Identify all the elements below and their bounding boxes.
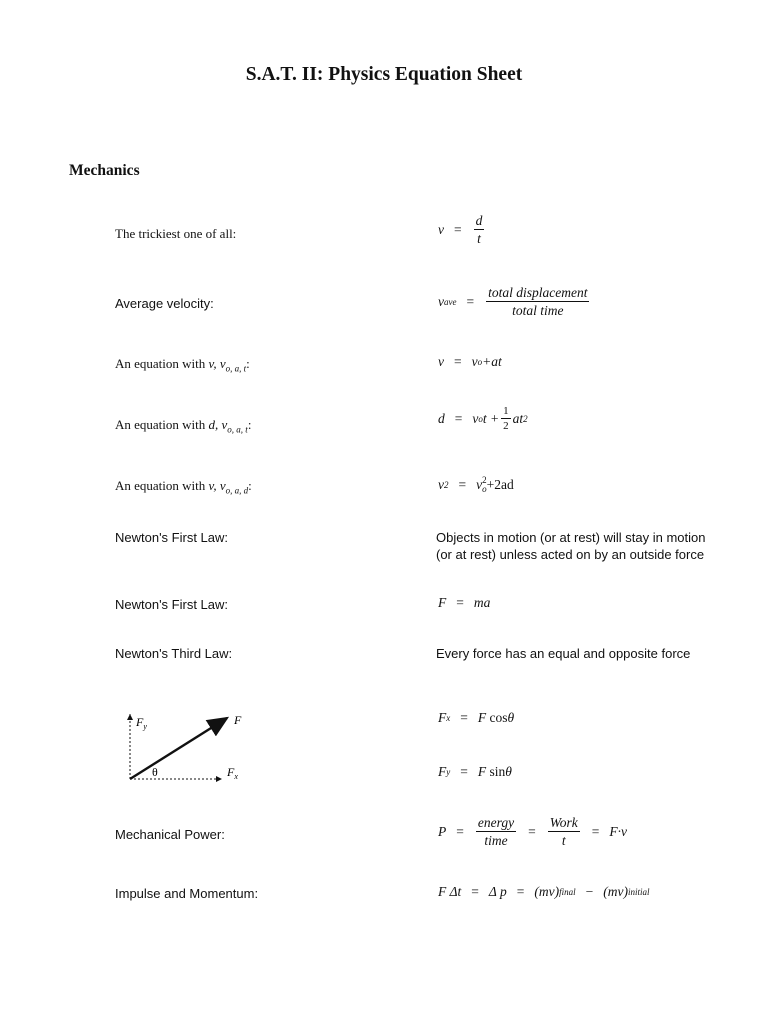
- equation-displacement: d = v o t + $\frac{1}{2}$ at 2: [438, 405, 528, 432]
- description-newton-third-law: Every force has an equal and opposite force: [436, 646, 691, 661]
- equation-fx: F x = F cos θ: [438, 710, 515, 725]
- label-newton-third-law: Newton's Third Law:: [115, 646, 233, 661]
- label-trickiest: The trickiest one of all:: [115, 226, 237, 241]
- equation-impulse: F Δt = Δ p = (mv) final − (mv) initial: [438, 884, 650, 899]
- equation-power: P = $\frac{\text{energy}}{\text{time}}$ = $\frac{\text{Work}}{t}$ = F·v: [438, 815, 627, 848]
- label-eq-d-v0-a-t: An equation with d, $v_{o, a, t}$:: [115, 417, 252, 435]
- label-impulse-momentum: Impulse and Momentum:: [115, 886, 259, 901]
- label-eq-v-v0-a-t: An equation with v, $v_{o, a, t}$:: [115, 356, 250, 374]
- fx-label: $F_x$: [227, 765, 238, 781]
- section-heading-mechanics: Mechanics: [69, 162, 140, 179]
- equation-v-v0-at: v = v o +at: [438, 354, 502, 369]
- equation-velocity: v = $\frac{d}{t}$: [438, 213, 483, 246]
- label-mechanical-power: Mechanical Power:: [115, 827, 225, 842]
- fy-label: $F_y$: [136, 715, 147, 731]
- force-vector-diagram: [110, 705, 250, 790]
- equation-fy: F y = F sin θ: [438, 764, 512, 779]
- label-average-velocity: Average velocity:: [115, 296, 214, 311]
- label-eq-v-v0-a-d: An equation with v, $v_{o, a, d}$:: [115, 478, 252, 496]
- label-newton-first-law: Newton's First Law:: [115, 530, 229, 545]
- equation-v-squared: v 2 = v 2 o +2ad: [438, 475, 514, 494]
- page-title: S.A.T. II: Physics Equation Sheet: [245, 64, 523, 85]
- label-newton-first-law-2: Newton's First Law:: [115, 597, 229, 612]
- f-label: F: [234, 713, 242, 727]
- equation-f-ma: F = ma: [438, 595, 491, 610]
- theta-label: θ: [152, 765, 158, 779]
- description-newton-first-law: Objects in motion (or at rest) will stay in motion (or at rest) unless acted on by an outside force: [436, 530, 706, 562]
- equation-average-velocity: v ave = $\frac{\text{total displacement}}{\text{total time}}$: [438, 285, 588, 318]
